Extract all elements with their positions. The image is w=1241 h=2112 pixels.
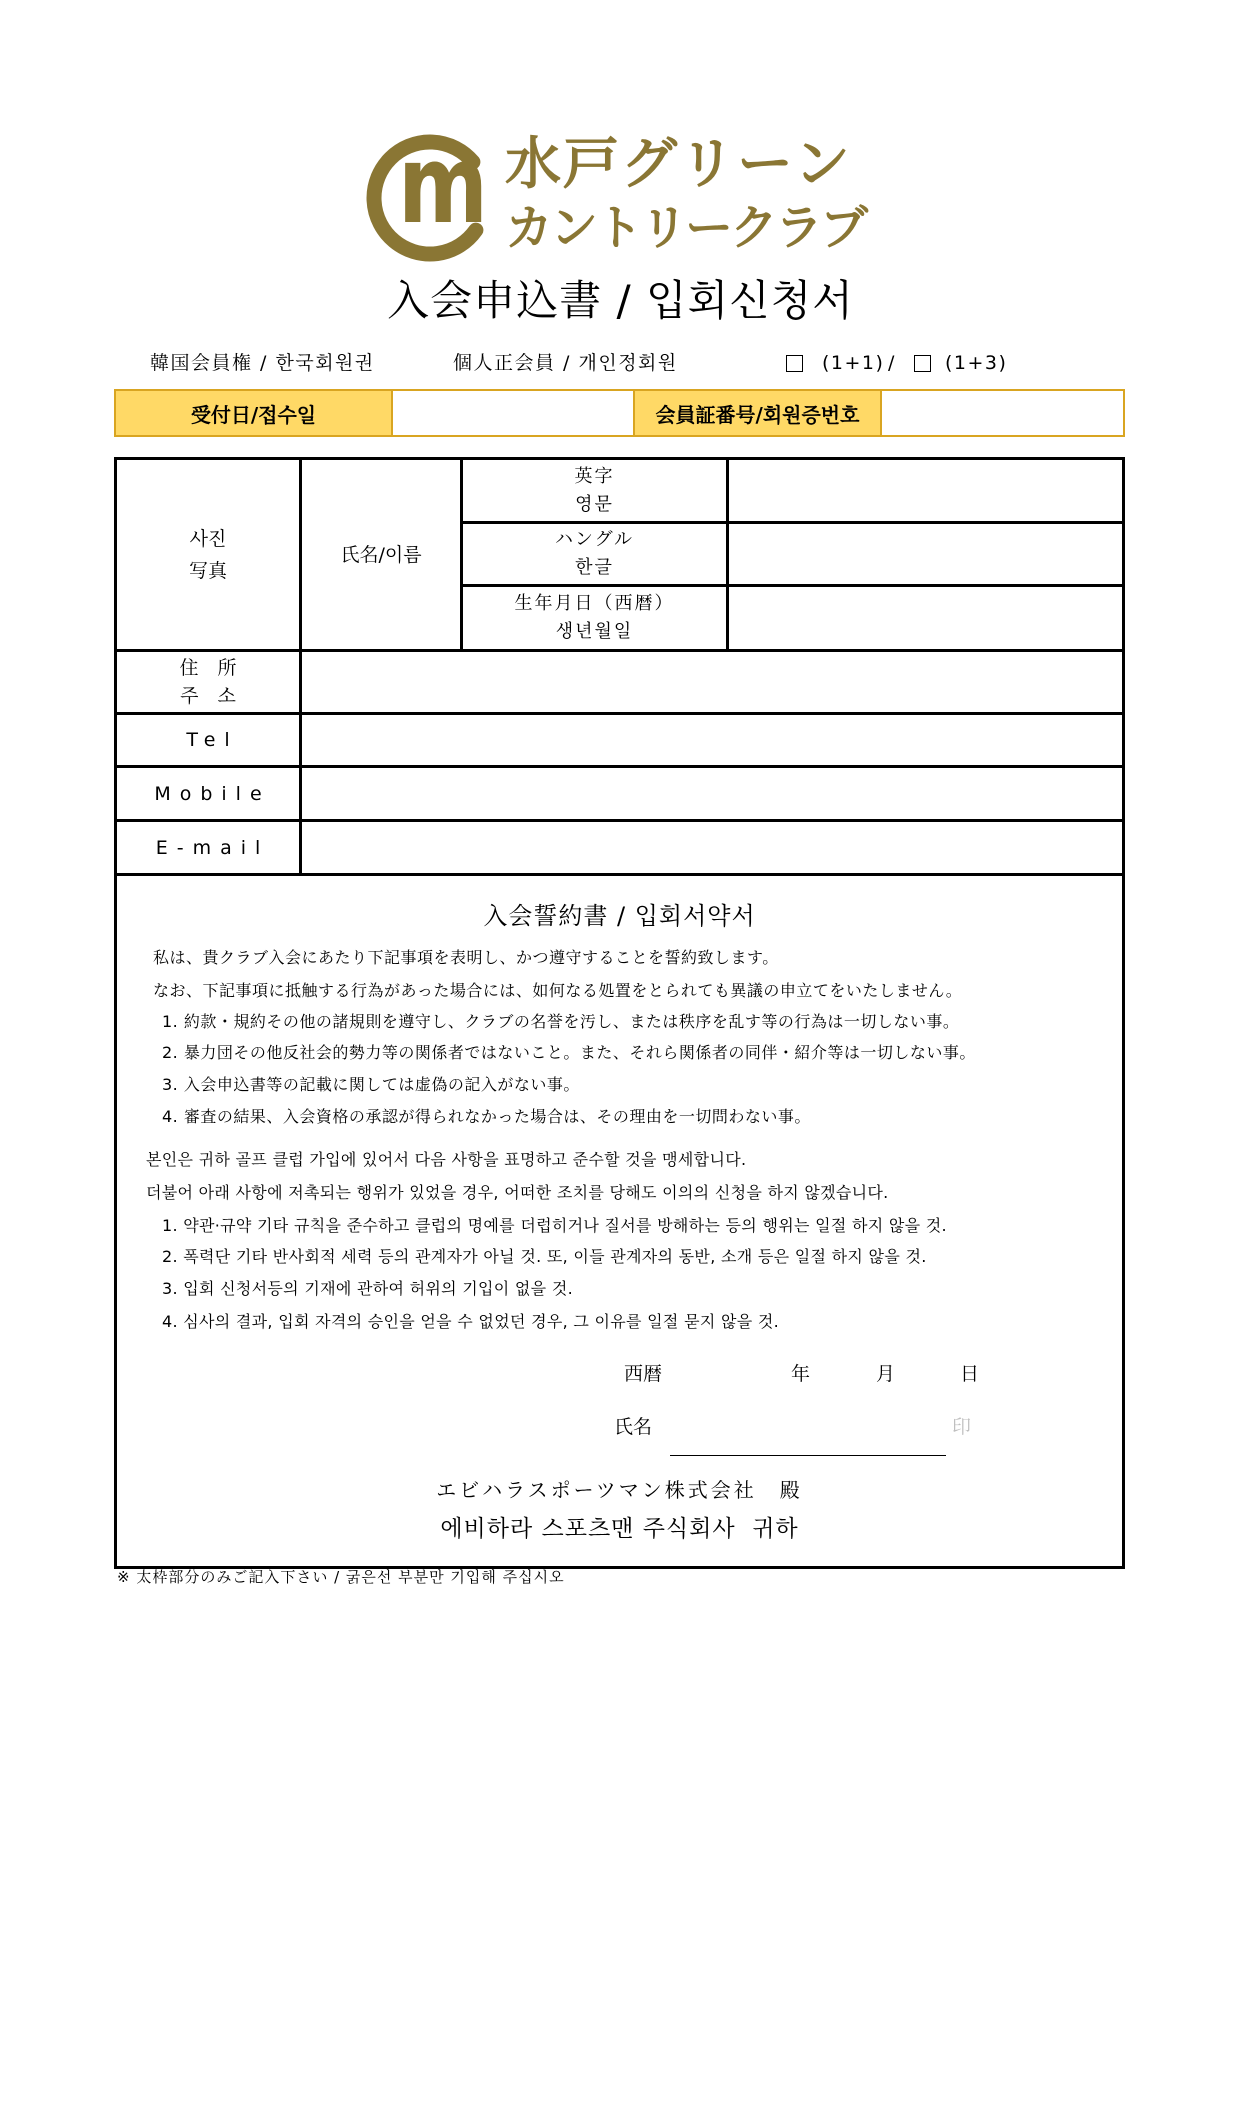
club-logo-icon — [360, 128, 500, 268]
option-1-plus-3-label: (1+3) — [945, 352, 1008, 374]
english-name-field-cell — [728, 459, 1124, 523]
pledge-section — [117, 876, 1122, 1566]
email-row — [116, 821, 1124, 875]
tel-field-cell — [301, 714, 1124, 767]
membership-category: 個人正会員 / 개인정회원 — [453, 352, 678, 374]
pledge-ja-item-4: 4. 審査の結果、入会資格の承認が得られなかった場合は、その理由を一切問わない事。 — [162, 1107, 811, 1126]
pledge-row — [116, 875, 1124, 1568]
photo-label-ja: 写真 — [188, 559, 227, 582]
address-input[interactable] — [302, 659, 1122, 705]
address-label-ko: 주 소 — [180, 685, 236, 707]
logo-letter: m — [398, 128, 488, 248]
reception-date-cell — [393, 391, 635, 435]
hangul-name-field-cell — [728, 523, 1124, 586]
pledge-ko-item-3: 3. 입회 신청서등의 기재에 관하여 허위의 기입이 없을 것. — [162, 1279, 573, 1298]
photo-cell — [116, 459, 301, 651]
mobile-input[interactable] — [302, 771, 1122, 817]
footer-note: ※ 太枠部分のみご記入下さい / 굵은선 부분만 기입해 주십시오 — [117, 1568, 565, 1586]
email-field-cell — [301, 821, 1124, 875]
mobile-row — [116, 767, 1124, 821]
pledge-ja-item-1: 1. 約款・規約その他の諸規則を遵守し、クラブの名誉を汚し、または秩序を乱す等の行為は一切しない事。 — [162, 1012, 960, 1031]
reception-date-label-cell — [116, 391, 393, 435]
pledge-ja-intro-1: 私は、貴クラブ入会にあたり下記事項を表明し、かつ遵守することを誓約致します。 — [153, 948, 779, 967]
hangul-name-label-ja: ハングル — [554, 529, 635, 550]
signature-label: 氏名 — [614, 1416, 653, 1438]
seal-mark: 印 — [952, 1416, 972, 1438]
birthdate-field-cell — [728, 586, 1124, 651]
address-label-cell — [116, 651, 301, 714]
page-title: 入会申込書 / 입회신청서 — [387, 276, 854, 325]
mobile-label: Mobile — [154, 782, 271, 805]
english-name-input[interactable] — [729, 468, 1122, 514]
english-name-label-ja: 英字 — [574, 465, 615, 487]
reception-date-input[interactable] — [393, 391, 633, 435]
option-separator: / — [888, 352, 896, 374]
tel-row — [116, 714, 1124, 767]
english-name-label-ko: 영문 — [575, 493, 614, 515]
member-number-cell — [882, 391, 1123, 435]
english-name-label-cell — [462, 459, 728, 523]
membership-type: 韓国会員権 / 한국회원권 — [150, 352, 375, 374]
pledge-title: 入会誓約書 / 입회서약서 — [483, 902, 756, 930]
member-number-label: 会員証番号/회원증번호 — [655, 402, 860, 427]
application-form-table — [114, 457, 1125, 1569]
reception-date-label: 受付日/접수일 — [190, 402, 317, 427]
pledge-ko-item-4: 4. 심사의 결과, 입회 자격의 승인을 얻을 수 없었던 경우, 그 이유를 일절 묻지 않을 것. — [162, 1312, 780, 1331]
birthdate-label-cell — [462, 586, 728, 651]
email-label: E-mail — [155, 836, 270, 859]
date-era-label: 西暦 — [624, 1363, 663, 1385]
tel-label-cell — [116, 714, 301, 767]
birthdate-label-ko: 생년월일 — [555, 621, 634, 642]
name-label-cell — [301, 459, 462, 651]
addressee-ja: エビハラスポーツマン株式会社 殿 — [436, 1478, 803, 1502]
date-day-label: 日 — [960, 1363, 980, 1385]
hangul-name-label-cell — [462, 523, 728, 586]
birthdate-label-ja: 生年月日（西暦） — [514, 593, 675, 614]
pledge-ja-item-3: 3. 入会申込書等の記載に関しては虚偽の記入がない事。 — [162, 1075, 580, 1094]
date-month-label: 月 — [876, 1363, 896, 1385]
email-input[interactable] — [302, 825, 1122, 871]
name-label: 氏名/이름 — [340, 543, 422, 566]
option-1-plus-1-checkbox[interactable] — [786, 355, 803, 372]
pledge-ko-item-2: 2. 폭력단 기타 반사회적 세력 등의 관계자가 아닐 것. 또, 이들 관계자의 동반, 소개 등은 일절 하지 않을 것. — [162, 1247, 927, 1266]
member-number-label-cell — [635, 391, 882, 435]
pledge-ko-item-1: 1. 약관·규약 기타 규칙을 준수하고 클럽의 명예를 더럽히거나 질서를 방해하는 등의 행위는 일절 하지 않을 것. — [162, 1216, 947, 1235]
hangul-name-input[interactable] — [729, 531, 1122, 577]
tel-label: Tel — [186, 729, 239, 751]
signature-line — [670, 1455, 946, 1456]
tel-input[interactable] — [302, 717, 1122, 763]
photo-label-ko: 사진 — [189, 527, 227, 550]
option-1-plus-1-label: (1+1) — [822, 352, 885, 374]
english-name-row — [116, 459, 1124, 523]
member-number-input[interactable] — [882, 391, 1123, 435]
option-1-plus-3-checkbox[interactable] — [914, 355, 931, 372]
address-row — [116, 651, 1124, 714]
date-year-label: 年 — [791, 1363, 811, 1385]
mobile-field-cell — [301, 767, 1124, 821]
hangul-name-label-ko: 한글 — [575, 557, 614, 578]
pledge-ja-intro-2: なお、下記事項に抵触する行為があった場合には、如何なる処置をとられても異議の申立てをいたしません。 — [153, 981, 963, 1000]
email-label-cell — [116, 821, 301, 875]
address-field-cell — [301, 651, 1124, 714]
logo-name-line2: カントリークラブ — [505, 200, 866, 256]
pledge-ko-intro-1: 본인은 귀하 골프 클럽 가입에 있어서 다음 사항을 표명하고 준수할 것을 맹세합니다. — [146, 1150, 747, 1169]
birthdate-input[interactable] — [729, 595, 1122, 641]
pledge-ja-item-2: 2. 暴力団その他反社会的勢力等の関係者ではないこと。また、それら関係者の同伴・紹介等は一切しない事。 — [162, 1043, 976, 1062]
pledge-ko-intro-2: 더불어 아래 사항에 저촉되는 행위가 있었을 경우, 어떠한 조치를 당해도 이의의 신청을 하지 않겠습니다. — [146, 1183, 889, 1202]
addressee-ko: 에비하라 스포츠맨 주식회사 귀하 — [440, 1516, 799, 1542]
logo-name-line1: 水戸グリーン — [505, 132, 852, 197]
address-label-ja: 住 所 — [179, 657, 237, 679]
pledge-cell — [116, 875, 1124, 1568]
mobile-label-cell — [116, 767, 301, 821]
reception-bar — [114, 389, 1125, 437]
